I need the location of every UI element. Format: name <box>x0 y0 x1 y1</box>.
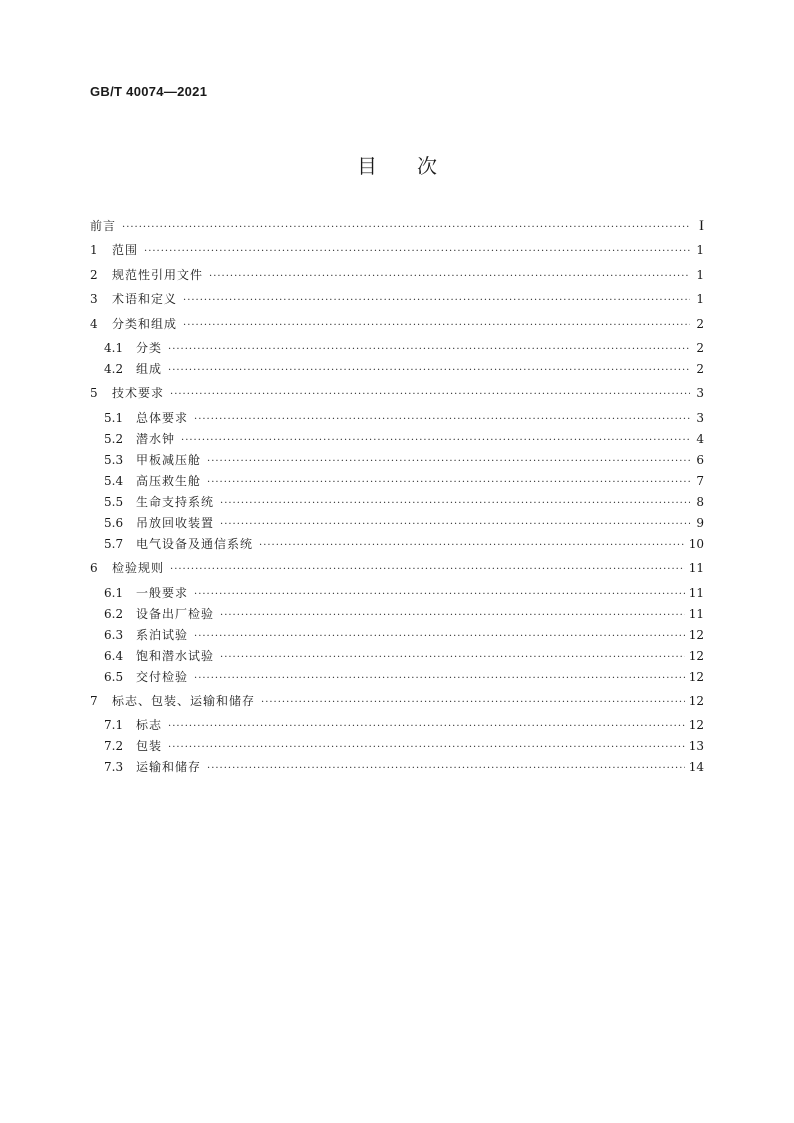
toc-entry-label: 标志、包装、运输和储存 <box>112 693 256 708</box>
toc-entry-label: 吊放回收装置 <box>136 515 215 530</box>
toc-leader-dots <box>220 493 690 514</box>
toc-entry-page: 12 <box>688 648 704 663</box>
toc-entry-label: 生命支持系统 <box>136 494 215 509</box>
toc-entry-number: 3 <box>90 292 98 307</box>
toc-entry-label: 饱和潜水试验 <box>136 648 215 663</box>
toc-entry-label: 系泊试验 <box>136 627 189 642</box>
toc-entry-number: 4.2 <box>104 361 124 376</box>
toc-leader-dots <box>194 626 685 647</box>
toc-leader-dots <box>168 339 690 360</box>
toc-entry-1[interactable] <box>90 240 704 261</box>
toc-entry-5-4[interactable] <box>90 471 704 492</box>
toc-leader-dots <box>207 451 690 472</box>
toc-entry-number: 7 <box>90 693 98 708</box>
toc-entry-6[interactable] <box>90 558 704 579</box>
toc-entry-5-6[interactable] <box>90 513 704 534</box>
toc-entry-6-2[interactable] <box>90 604 704 625</box>
toc-entry-page: 2 <box>696 361 704 376</box>
toc-entry-number: 6.2 <box>104 606 124 621</box>
toc-entry-label: 标志 <box>136 718 163 733</box>
toc-entry-number: 6.4 <box>104 648 124 663</box>
toc-entry-6-4[interactable] <box>90 646 704 667</box>
toc-leader-dots <box>209 266 690 287</box>
toc-entry-number: 5.6 <box>104 515 124 530</box>
toc-entry-page: 1 <box>696 292 704 307</box>
toc-entry-label: 电气设备及通信系统 <box>136 536 254 551</box>
toc-leader-dots <box>183 290 690 311</box>
toc-entry-label: 运输和储存 <box>136 760 202 775</box>
toc-leader-dots <box>170 559 685 580</box>
toc-entry-3[interactable] <box>90 289 704 310</box>
toc-entry-number: 7.1 <box>104 718 124 733</box>
toc-entry-page: 4 <box>696 431 704 446</box>
toc-entry-preface[interactable] <box>90 216 704 237</box>
toc-entry-5-5[interactable] <box>90 492 704 513</box>
toc-entry-label: 技术要求 <box>112 386 165 401</box>
toc-leader-dots <box>168 737 685 758</box>
toc-entry-label: 分类 <box>136 340 163 355</box>
toc-entry-7-3[interactable] <box>90 757 704 778</box>
toc-entry-page: 12 <box>688 718 704 733</box>
toc-entry-label: 分类和组成 <box>112 316 178 331</box>
toc-entry-page: 12 <box>688 669 704 684</box>
toc-entry-label: 检验规则 <box>112 561 165 576</box>
toc-leader-dots <box>170 384 690 405</box>
toc-entry-7-1[interactable] <box>90 715 704 736</box>
toc-entry-number: 5.3 <box>104 452 124 467</box>
toc-entry-page: I <box>699 218 704 234</box>
toc-entry-6-1[interactable] <box>90 583 704 604</box>
toc-entry-label: 前言 <box>90 219 117 233</box>
toc-entry-5-1[interactable] <box>90 408 704 429</box>
standard-code: GB/T 40074—2021 <box>90 84 208 99</box>
toc-entry-number: 4 <box>90 316 98 331</box>
toc-leader-dots <box>207 472 690 493</box>
toc-entry-page: 14 <box>688 760 704 775</box>
toc-entry-number: 5.5 <box>104 494 124 509</box>
toc-entry-page: 9 <box>696 515 704 530</box>
toc-leader-dots <box>194 668 685 689</box>
toc-leader-dots <box>207 758 685 779</box>
toc-leader-dots <box>194 409 690 430</box>
toc-entry-label: 甲板减压舱 <box>136 452 202 467</box>
toc-entry-page: 6 <box>696 452 704 467</box>
toc-entry-page: 1 <box>696 243 704 258</box>
toc-entry-6-3[interactable] <box>90 625 704 646</box>
toc-entry-page: 8 <box>696 494 704 509</box>
toc-entry-number: 7.2 <box>104 739 124 754</box>
toc-entry-number: 7.3 <box>104 760 124 775</box>
toc-leader-dots <box>220 514 690 535</box>
toc-leader-dots <box>144 241 690 262</box>
toc-entry-page: 7 <box>696 473 704 488</box>
toc-entry-label: 潜水钟 <box>136 431 176 446</box>
toc-entry-page: 11 <box>688 585 704 600</box>
toc-leader-dots <box>168 360 690 381</box>
toc-entry-label: 一般要求 <box>136 585 189 600</box>
toc-entry-label: 组成 <box>136 361 163 376</box>
toc-entry-page: 11 <box>688 561 704 576</box>
toc-entry-label: 高压救生舱 <box>136 473 202 488</box>
toc-entry-number: 4.1 <box>104 340 124 355</box>
toc-entry-page: 3 <box>696 386 704 401</box>
toc-entry-page: 2 <box>696 340 704 355</box>
toc-entry-number: 1 <box>90 243 98 258</box>
toc-entry-page: 3 <box>696 410 704 425</box>
toc-entry-2[interactable] <box>90 265 704 286</box>
toc-entry-label: 规范性引用文件 <box>112 267 204 282</box>
toc-entry-page: 12 <box>688 693 704 708</box>
toc-entry-4[interactable] <box>90 314 704 335</box>
toc-leader-dots <box>220 647 685 668</box>
toc-leader-dots <box>168 716 685 737</box>
toc-entry-7-2[interactable] <box>90 736 704 757</box>
toc-entry-page: 2 <box>696 316 704 331</box>
toc-leader-dots <box>261 692 685 713</box>
toc-entry-number: 6.1 <box>104 585 124 600</box>
page-title: 目次 <box>357 154 477 178</box>
toc-entry-number: 5.7 <box>104 536 124 551</box>
toc-leader-dots <box>194 584 685 605</box>
toc-leader-dots <box>220 605 685 626</box>
toc-entry-label: 设备出厂检验 <box>136 606 215 621</box>
toc-entry-label: 总体要求 <box>136 410 189 425</box>
toc-entry-6-5[interactable] <box>90 667 704 688</box>
toc-entry-number: 5.1 <box>104 410 124 425</box>
toc-entry-page: 1 <box>696 267 704 282</box>
toc-entry-label: 交付检验 <box>136 669 189 684</box>
toc-leader-dots <box>122 217 690 238</box>
toc-entry-number: 5.2 <box>104 431 124 446</box>
toc-leader-dots <box>181 430 690 451</box>
toc-entry-label: 包装 <box>136 739 163 754</box>
toc-entry-label: 术语和定义 <box>112 292 178 307</box>
toc-entry-4-1[interactable] <box>90 338 704 359</box>
toc-entry-5-3[interactable] <box>90 450 704 471</box>
toc-entry-number: 6 <box>90 561 98 576</box>
toc-entry-5-2[interactable] <box>90 429 704 450</box>
toc-entry-5[interactable] <box>90 383 704 404</box>
toc-entry-7[interactable] <box>90 691 704 712</box>
toc-entry-number: 6.5 <box>104 669 124 684</box>
toc-entry-page: 12 <box>688 627 704 642</box>
toc-leader-dots <box>259 535 685 556</box>
toc-entry-label: 范围 <box>112 243 139 258</box>
table-of-contents <box>90 216 704 778</box>
toc-entry-page: 11 <box>688 606 704 621</box>
toc-entry-page: 10 <box>688 536 704 551</box>
toc-entry-number: 2 <box>90 267 98 282</box>
toc-leader-dots <box>183 315 690 336</box>
toc-entry-number: 5 <box>90 386 98 401</box>
toc-entry-4-2[interactable] <box>90 359 704 380</box>
toc-entry-number: 6.3 <box>104 627 124 642</box>
toc-entry-number: 5.4 <box>104 473 124 488</box>
toc-entry-page: 13 <box>688 739 704 754</box>
toc-entry-5-7[interactable] <box>90 534 704 555</box>
